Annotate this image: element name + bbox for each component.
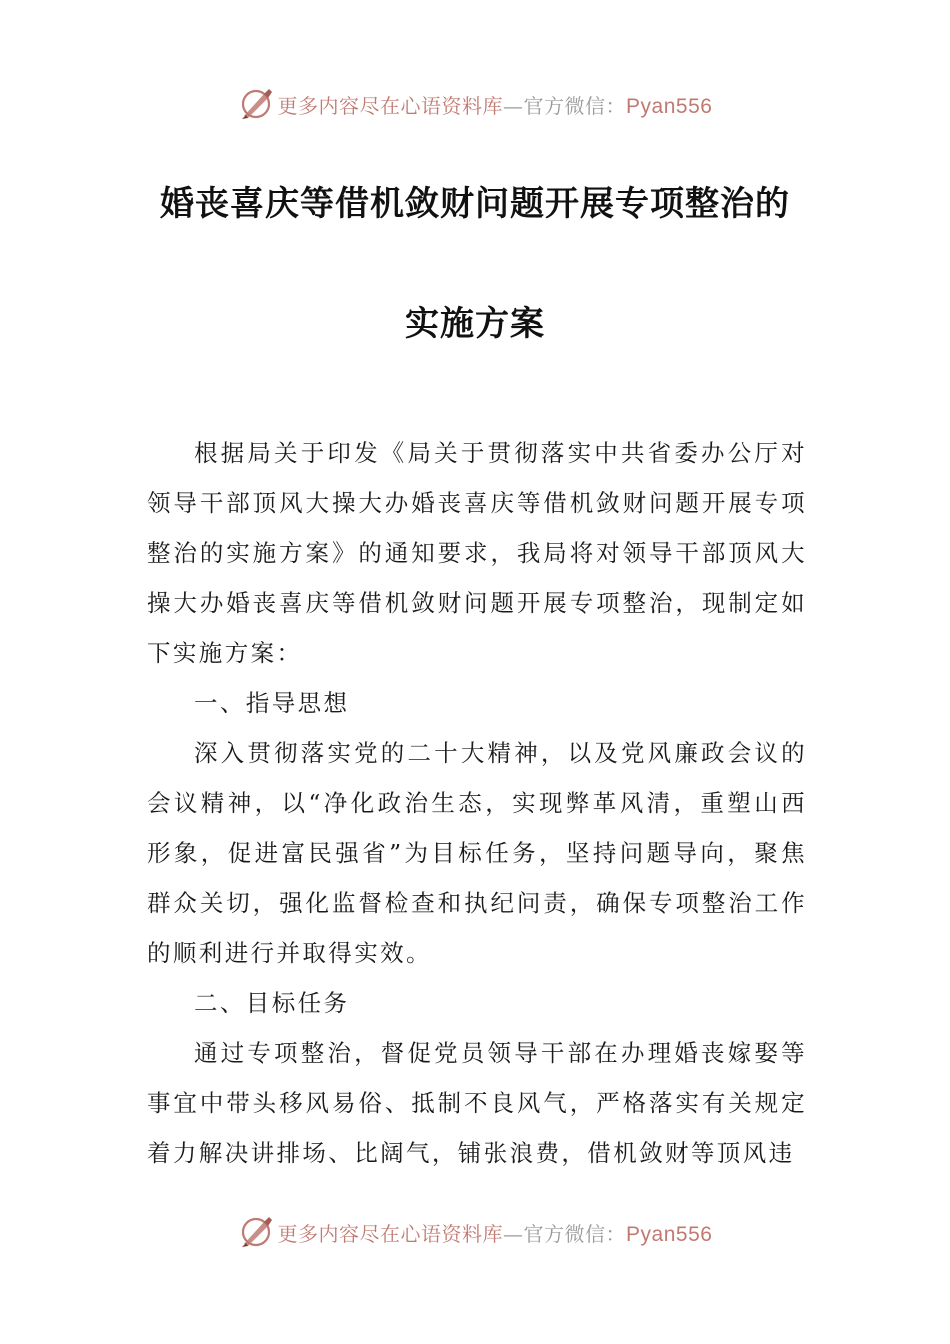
watermark-wechat-id: Pyan556 (626, 1222, 713, 1246)
pen-logo-icon (238, 1214, 274, 1250)
watermark-text (278, 1218, 713, 1247)
document-body (147, 428, 807, 1178)
watermark-dash: — (503, 1221, 524, 1246)
watermark-main: 更多内容尽在心语资料库 (277, 1221, 504, 1246)
section-paragraph-guiding-ideology: 深入贯彻落实党的二十大精神，以及党风廉政会议的会议精神，以“净化政治生态，实现弊革风清，重塑山西形象，促进富民强省”为目标任务，坚持问题导向，聚焦群众关切，强化监督检查和执纪问责，确保专项整治工作的顺利进行并取得实效。 (147, 739, 807, 967)
document-title-line-2: 实施方案 (405, 304, 545, 344)
document-title-line-1: 婚丧喜庆等借机敛财问题开展专项整治的 (160, 184, 790, 224)
watermark-text (278, 90, 713, 119)
section-paragraph-goals: 通过专项整治，督促党员领导干部在办理婚丧嫁娶等事宜中带头移风易俗、抵制不良风气，严格落实有关规定着力解决讲排场、比阔气，铺张浪费，借机敛财等顶风违 (147, 1039, 807, 1167)
watermark-main: 更多内容尽在心语资料库 (277, 93, 504, 118)
header-watermark-banner (0, 84, 950, 124)
watermark-official: 官方微信： (523, 1221, 627, 1246)
section-heading-guiding-ideology: 一、指导思想 (194, 689, 350, 717)
watermark-wechat-id: Pyan556 (626, 94, 713, 118)
pen-logo-icon (238, 86, 274, 122)
footer-watermark-banner (0, 1212, 950, 1252)
watermark-dash: — (503, 93, 524, 118)
intro-paragraph: 根据局关于印发《局关于贯彻落实中共省委办公厅对领导干部顶风大操大办婚丧喜庆等借机敛财问题开展专项整治的实施方案》的通知要求，我局将对领导干部顶风大操大办婚丧喜庆等借机敛财问题开展专项整治，现制定如下实施方案： (147, 439, 807, 667)
watermark-official: 官方微信： (523, 93, 627, 118)
section-heading-goals: 二、目标任务 (194, 989, 350, 1017)
